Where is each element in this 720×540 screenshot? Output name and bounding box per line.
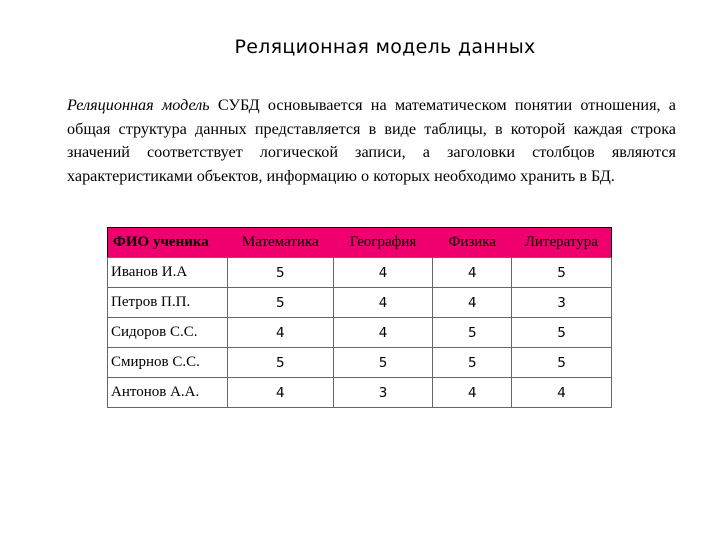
table-row	[108, 348, 612, 378]
student-name: Сидоров С.С.	[108, 318, 228, 348]
students-table	[107, 227, 612, 408]
description-paragraph	[67, 94, 676, 188]
math-grade: 4	[227, 378, 333, 408]
geography-grade: 4	[333, 318, 433, 348]
paragraph-emphasis: Реляционная модель	[67, 96, 210, 114]
physics-grade: 4	[433, 258, 512, 288]
student-name: Иванов И.А	[108, 258, 228, 288]
table-row	[108, 258, 612, 288]
geography-grade: 5	[333, 348, 433, 378]
student-name: Антонов А.А.	[108, 378, 228, 408]
column-header-name: ФИО ученика	[108, 228, 228, 258]
literature-grade: 5	[512, 348, 612, 378]
paragraph-text: СУБД основывается на математическом понятии отношения, а общая структура данных представляется в виде таблицы, в которой каждая строка значений соответствует логической записи, а заголовки столбцов являются характеристиками объектов, информацию о которых необходимо хранить в БД.	[67, 96, 676, 185]
physics-grade: 4	[433, 288, 512, 318]
literature-grade: 5	[512, 318, 612, 348]
column-header-math: Математика	[227, 228, 333, 258]
math-grade: 5	[227, 288, 333, 318]
column-header-physics: Физика	[433, 228, 512, 258]
table-row	[108, 318, 612, 348]
column-header-literature: Литература	[512, 228, 612, 258]
table-row	[108, 288, 612, 318]
table-header-row	[108, 228, 612, 258]
geography-grade: 3	[333, 378, 433, 408]
geography-grade: 4	[333, 288, 433, 318]
student-name: Петров П.П.	[108, 288, 228, 318]
math-grade: 4	[227, 318, 333, 348]
page-title: Реляционная модель данных	[234, 36, 536, 58]
table-row	[108, 378, 612, 408]
math-grade: 5	[227, 348, 333, 378]
physics-grade: 5	[433, 318, 512, 348]
literature-grade: 5	[512, 258, 612, 288]
column-header-geography: География	[333, 228, 433, 258]
literature-grade: 3	[512, 288, 612, 318]
math-grade: 5	[227, 258, 333, 288]
literature-grade: 4	[512, 378, 612, 408]
student-name: Смирнов С.С.	[108, 348, 228, 378]
physics-grade: 4	[433, 378, 512, 408]
physics-grade: 5	[433, 348, 512, 378]
geography-grade: 4	[333, 258, 433, 288]
